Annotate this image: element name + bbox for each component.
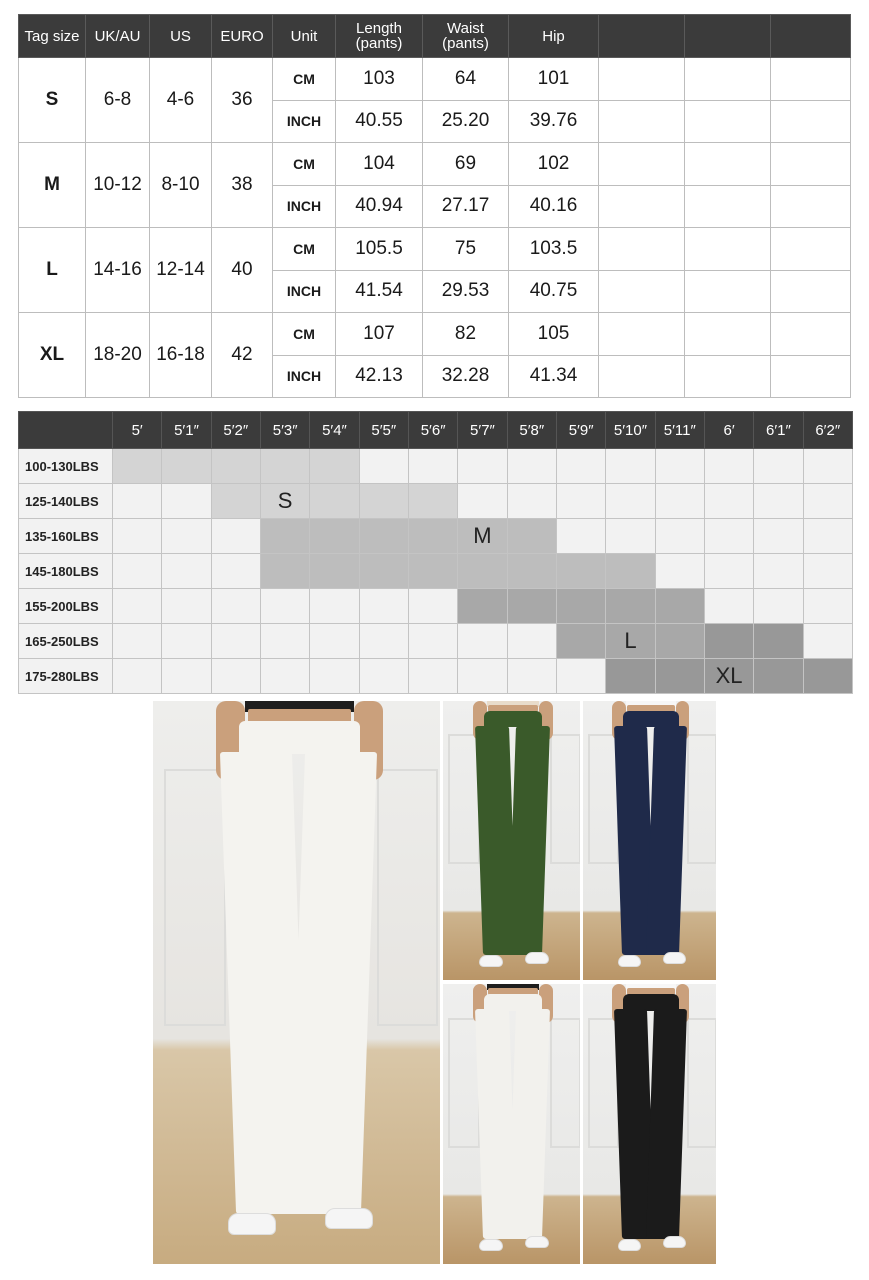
height-header-cell: 5′9″	[556, 412, 605, 449]
fit-cell	[458, 554, 507, 589]
pants-right-leg	[288, 752, 376, 1214]
size-cell: 27.17	[423, 185, 509, 228]
pants-waistband	[239, 721, 360, 755]
size-cell: CM	[273, 228, 336, 271]
fit-cell	[408, 519, 457, 554]
size-row-cm	[19, 58, 851, 101]
size-row-cm	[19, 228, 851, 271]
fit-cell	[408, 624, 457, 659]
fit-cell	[310, 589, 359, 624]
fit-cell	[408, 484, 457, 519]
size-cell: 38	[212, 143, 273, 228]
wall-panel	[377, 769, 438, 1026]
fit-cell	[803, 484, 852, 519]
fit-cell	[655, 659, 704, 694]
size-header-cell: EURO	[212, 15, 273, 58]
size-header-cell: US	[150, 15, 212, 58]
fit-cell	[359, 449, 408, 484]
fit-zone-label: XL	[715, 663, 743, 688]
size-cell	[685, 100, 771, 143]
pants-waistband	[623, 711, 679, 728]
fit-cell	[704, 589, 753, 624]
size-cell: 36	[212, 58, 273, 143]
size-table-body	[19, 58, 851, 398]
fit-cell	[113, 624, 162, 659]
fit-chart-header	[19, 412, 853, 449]
fit-cell	[606, 519, 655, 554]
size-cell: 4-6	[150, 58, 212, 143]
fit-cell	[162, 519, 211, 554]
size-cell: INCH	[273, 355, 336, 398]
fit-zone-label: M	[473, 523, 492, 548]
fit-cell	[704, 519, 753, 554]
fit-cell	[507, 484, 556, 519]
fit-cell	[211, 519, 260, 554]
fit-header-corner	[19, 412, 113, 449]
size-row-cm	[19, 143, 851, 186]
size-cell: 39.76	[509, 100, 599, 143]
pants-right-leg	[508, 726, 550, 955]
fit-cell	[162, 589, 211, 624]
size-cell: CM	[273, 313, 336, 356]
fit-cell	[704, 449, 753, 484]
fit-cell	[359, 589, 408, 624]
fit-cell	[507, 519, 556, 554]
fit-cell	[507, 659, 556, 694]
size-cell: S	[19, 58, 86, 143]
fit-cell	[211, 624, 260, 659]
pants-right-leg	[507, 1009, 549, 1239]
size-cell: 40.55	[336, 100, 423, 143]
fit-cell	[162, 659, 211, 694]
fit-cell	[408, 589, 457, 624]
size-row-cm	[19, 313, 851, 356]
size-cell: 82	[423, 313, 509, 356]
product-photo-white	[153, 701, 440, 1264]
shoe-right	[663, 1236, 686, 1248]
fit-cell	[211, 659, 260, 694]
size-cell: 102	[509, 143, 599, 186]
weight-label: 135-160LBS	[19, 519, 113, 554]
size-cell: 105	[509, 313, 599, 356]
fit-cell	[458, 449, 507, 484]
fit-cell	[655, 554, 704, 589]
weight-row	[19, 624, 853, 659]
size-cell: 105.5	[336, 228, 423, 271]
height-header-cell: 5′4″	[310, 412, 359, 449]
size-cell: L	[19, 228, 86, 313]
product-photo-black	[583, 984, 716, 1264]
fit-cell	[260, 519, 309, 554]
fit-cell	[359, 659, 408, 694]
size-cell: 69	[423, 143, 509, 186]
weight-label: 145-180LBS	[19, 554, 113, 589]
pants-right-leg	[646, 726, 687, 955]
height-header-cell: 5′5″	[359, 412, 408, 449]
size-cell	[685, 185, 771, 228]
size-cell: 41.54	[336, 270, 423, 313]
size-cell	[685, 270, 771, 313]
size-cell: INCH	[273, 185, 336, 228]
shoe-right	[663, 952, 686, 964]
fit-cell	[211, 554, 260, 589]
fit-cell	[408, 449, 457, 484]
fit-cell	[803, 519, 852, 554]
fit-cell	[507, 449, 556, 484]
wall-panel	[687, 734, 716, 864]
fit-cell	[113, 449, 162, 484]
product-photo-green	[443, 701, 580, 980]
height-header-cell: 5′1″	[162, 412, 211, 449]
fit-cell	[606, 589, 655, 624]
size-cell: 32.28	[423, 355, 509, 398]
fit-cell	[359, 519, 408, 554]
height-header-cell: 5′11″	[655, 412, 704, 449]
size-cell: 64	[423, 58, 509, 101]
size-cell: XL	[19, 313, 86, 398]
height-header-cell: 5′2″	[211, 412, 260, 449]
fit-cell	[556, 659, 605, 694]
height-header-cell: 6′1″	[754, 412, 803, 449]
fit-cell	[803, 449, 852, 484]
product-photo-white	[443, 984, 580, 1264]
size-cell	[599, 313, 685, 356]
fit-cell	[754, 449, 803, 484]
shoe-left	[479, 955, 503, 967]
wall-panel	[687, 1018, 716, 1148]
fit-cell	[803, 624, 852, 659]
size-cell: 103	[336, 58, 423, 101]
fit-cell	[507, 554, 556, 589]
fit-cell	[803, 589, 852, 624]
wall-panel	[550, 734, 580, 864]
fit-cell	[606, 659, 655, 694]
fit-cell	[655, 519, 704, 554]
size-cell: M	[19, 143, 86, 228]
fit-zone-label: L	[624, 628, 637, 653]
size-cell: 40.75	[509, 270, 599, 313]
fit-cell	[408, 554, 457, 589]
fit-cell	[754, 624, 803, 659]
fit-cell	[310, 659, 359, 694]
size-cell: 6-8	[86, 58, 150, 143]
size-cell	[771, 228, 851, 271]
fit-cell	[803, 554, 852, 589]
fit-cell	[162, 449, 211, 484]
fit-cell	[754, 659, 803, 694]
fit-cell	[655, 484, 704, 519]
weight-row	[19, 519, 853, 554]
size-cell: 12-14	[150, 228, 212, 313]
weight-row	[19, 449, 853, 484]
fit-cell	[310, 554, 359, 589]
fit-cell	[260, 449, 309, 484]
size-table-header	[19, 15, 851, 58]
weight-label: 155-200LBS	[19, 589, 113, 624]
size-header-cell: Waist (pants)	[423, 15, 509, 58]
fit-cell	[310, 484, 359, 519]
fit-cell	[704, 554, 753, 589]
size-cell: INCH	[273, 100, 336, 143]
size-cell: 107	[336, 313, 423, 356]
shoe-left	[228, 1213, 276, 1235]
weight-label: 100-130LBS	[19, 449, 113, 484]
fit-cell	[556, 589, 605, 624]
shoe-left	[479, 1239, 503, 1251]
size-cell	[771, 100, 851, 143]
pants-right-leg	[645, 1009, 686, 1239]
fit-cell	[704, 624, 753, 659]
size-header-cell: Unit	[273, 15, 336, 58]
size-cell: 42	[212, 313, 273, 398]
fit-cell	[507, 589, 556, 624]
size-cell: 40.16	[509, 185, 599, 228]
size-header-cell	[685, 15, 771, 58]
fit-cell	[113, 659, 162, 694]
weight-row	[19, 589, 853, 624]
fit-cell	[754, 589, 803, 624]
fit-cell	[113, 484, 162, 519]
product-photo-navy	[583, 701, 716, 980]
wall-panel	[550, 1018, 580, 1148]
height-header-cell: 6′2″	[803, 412, 852, 449]
height-header-cell: 5′	[113, 412, 162, 449]
fit-cell	[655, 589, 704, 624]
shoe-left	[618, 1239, 641, 1251]
height-header-cell: 5′6″	[408, 412, 457, 449]
fit-cell	[803, 659, 852, 694]
size-cell: CM	[273, 58, 336, 101]
size-cell	[685, 313, 771, 356]
size-cell: 25.20	[423, 100, 509, 143]
fit-cell	[359, 554, 408, 589]
size-cell	[685, 228, 771, 271]
fit-cell	[655, 449, 704, 484]
fit-cell	[655, 624, 704, 659]
size-cell: 14-16	[86, 228, 150, 313]
size-table	[18, 14, 851, 398]
size-cell	[771, 185, 851, 228]
fit-cell	[211, 484, 260, 519]
shoe-left	[618, 955, 641, 967]
size-cell	[685, 143, 771, 186]
size-header-cell: UK/AU	[86, 15, 150, 58]
weight-label: 175-280LBS	[19, 659, 113, 694]
size-cell	[599, 58, 685, 101]
size-header-cell: Tag size	[19, 15, 86, 58]
size-header-cell: Length (pants)	[336, 15, 423, 58]
fit-cell	[556, 449, 605, 484]
size-cell	[771, 143, 851, 186]
size-cell: 41.34	[509, 355, 599, 398]
size-cell: 40	[212, 228, 273, 313]
wall-panel	[164, 769, 225, 1026]
size-cell	[599, 100, 685, 143]
fit-cell	[113, 519, 162, 554]
fit-cell	[310, 449, 359, 484]
size-cell	[771, 355, 851, 398]
size-cell	[599, 228, 685, 271]
size-cell	[685, 355, 771, 398]
shoe-right	[525, 1236, 549, 1248]
fit-cell	[754, 554, 803, 589]
size-cell: 10-12	[86, 143, 150, 228]
fit-cell	[359, 484, 408, 519]
fit-cell	[211, 589, 260, 624]
size-header-cell: Hip	[509, 15, 599, 58]
fit-cell	[704, 484, 753, 519]
size-cell: 29.53	[423, 270, 509, 313]
weight-label: 165-250LBS	[19, 624, 113, 659]
fit-cell	[606, 484, 655, 519]
size-cell: 75	[423, 228, 509, 271]
fit-cell	[211, 449, 260, 484]
fit-cell	[606, 554, 655, 589]
height-header-cell: 5′3″	[260, 412, 309, 449]
fit-cell	[113, 589, 162, 624]
size-cell: 16-18	[150, 313, 212, 398]
shoe-right	[325, 1208, 373, 1230]
height-header-cell: 5′7″	[458, 412, 507, 449]
shoe-right	[525, 952, 549, 964]
fit-cell	[754, 484, 803, 519]
fit-chart-body	[19, 449, 853, 694]
fit-cell	[310, 519, 359, 554]
size-cell	[771, 313, 851, 356]
size-cell	[771, 270, 851, 313]
fit-cell	[162, 624, 211, 659]
fit-zone-label: S	[277, 488, 293, 513]
fit-cell	[606, 449, 655, 484]
size-cell: CM	[273, 143, 336, 186]
fit-cell	[754, 519, 803, 554]
size-cell: 42.13	[336, 355, 423, 398]
weight-label: 125-140LBS	[19, 484, 113, 519]
fit-cell	[260, 624, 309, 659]
size-cell: 8-10	[150, 143, 212, 228]
size-cell: 104	[336, 143, 423, 186]
fit-cell	[260, 554, 309, 589]
fit-cell	[162, 554, 211, 589]
fit-cell	[310, 624, 359, 659]
size-cell	[685, 58, 771, 101]
fit-cell	[162, 484, 211, 519]
size-header-cell	[599, 15, 685, 58]
size-cell	[771, 58, 851, 101]
size-cell: INCH	[273, 270, 336, 313]
fit-cell	[408, 659, 457, 694]
fit-cell	[458, 484, 507, 519]
size-cell	[599, 185, 685, 228]
size-header-cell	[771, 15, 851, 58]
fit-cell	[556, 484, 605, 519]
fit-cell	[458, 589, 507, 624]
size-cell: 103.5	[509, 228, 599, 271]
fit-cell	[458, 624, 507, 659]
size-cell: 18-20	[86, 313, 150, 398]
size-cell	[599, 143, 685, 186]
fit-cell	[359, 624, 408, 659]
fit-cell	[507, 624, 556, 659]
size-cell	[599, 355, 685, 398]
fit-cell	[556, 554, 605, 589]
size-cell	[599, 270, 685, 313]
weight-row	[19, 484, 853, 519]
fit-cell	[556, 624, 605, 659]
fit-cell	[556, 519, 605, 554]
height-header-cell: 5′10″	[606, 412, 655, 449]
fit-cell	[458, 659, 507, 694]
height-weight-fit-chart	[18, 411, 853, 694]
fit-cell	[260, 589, 309, 624]
fit-cell	[113, 554, 162, 589]
size-cell: 40.94	[336, 185, 423, 228]
fit-cell	[260, 659, 309, 694]
weight-row	[19, 554, 853, 589]
height-header-cell: 6′	[704, 412, 753, 449]
height-header-cell: 5′8″	[507, 412, 556, 449]
pants-waistband	[484, 711, 542, 728]
size-cell: 101	[509, 58, 599, 101]
